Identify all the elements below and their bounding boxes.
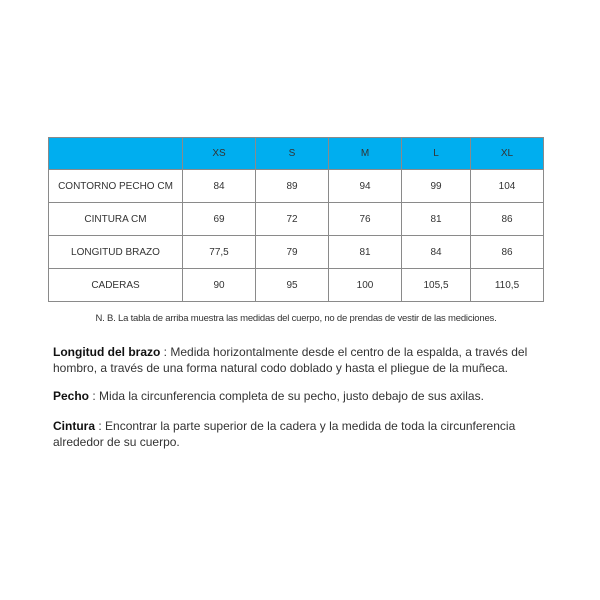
row-label: CONTORNO PECHO CM <box>49 170 183 203</box>
table-cell: 100 <box>329 269 402 302</box>
header-cell-l: L <box>402 138 471 170</box>
table-cell: 79 <box>256 236 329 269</box>
definition-term: Longitud del brazo <box>53 345 161 359</box>
table-cell: 94 <box>329 170 402 203</box>
table-cell: 72 <box>256 203 329 236</box>
table-cell: 105,5 <box>402 269 471 302</box>
table-row <box>49 269 544 302</box>
row-label: LONGITUD BRAZO <box>49 236 183 269</box>
row-label: CINTURA CM <box>49 203 183 236</box>
definition-separator: : <box>95 419 106 433</box>
table-cell: 76 <box>329 203 402 236</box>
definition-term: Cintura <box>53 419 95 433</box>
header-cell-empty <box>49 138 183 170</box>
definition-waist <box>53 418 543 450</box>
header-cell-xl: XL <box>471 138 544 170</box>
table-cell: 90 <box>183 269 256 302</box>
table-cell: 69 <box>183 203 256 236</box>
definition-separator: : <box>160 345 171 359</box>
row-label: CADERAS <box>49 269 183 302</box>
table-cell: 81 <box>402 203 471 236</box>
table-cell: 84 <box>402 236 471 269</box>
definition-term: Pecho <box>53 389 90 403</box>
table-cell: 86 <box>471 203 544 236</box>
definition-text: Medida horizontalmente desde el centro de la espalda, a través del hombro, a través de una forma natural codo doblado y hasta el pliegue de la muñeca. <box>53 345 528 375</box>
size-chart-table <box>48 137 544 302</box>
table-cell: 77,5 <box>183 236 256 269</box>
table-cell: 86 <box>471 236 544 269</box>
table-cell: 110,5 <box>471 269 544 302</box>
table-cell: 81 <box>329 236 402 269</box>
table-row <box>49 203 544 236</box>
definition-text: Encontrar la parte superior de la cadera y la medida de toda la circunferencia alrededor de su cuerpo. <box>53 419 516 449</box>
table-note: N. B. La tabla de arriba muestra las medidas del cuerpo, no de prendas de vestir de las mediciones. <box>95 313 497 324</box>
table-cell: 104 <box>471 170 544 203</box>
definition-arm-length <box>53 344 543 376</box>
table-row <box>49 236 544 269</box>
header-cell-s: S <box>256 138 329 170</box>
header-cell-m: M <box>329 138 402 170</box>
table-header-row <box>49 138 544 170</box>
definition-separator: : <box>89 389 100 403</box>
definition-chest <box>53 388 543 404</box>
table-cell: 89 <box>256 170 329 203</box>
definition-text: Mida la circunferencia completa de su pecho, justo debajo de sus axilas. <box>99 389 484 403</box>
header-cell-xs: XS <box>183 138 256 170</box>
table-cell: 99 <box>402 170 471 203</box>
table-cell: 95 <box>256 269 329 302</box>
table-cell: 84 <box>183 170 256 203</box>
table-row <box>49 170 544 203</box>
